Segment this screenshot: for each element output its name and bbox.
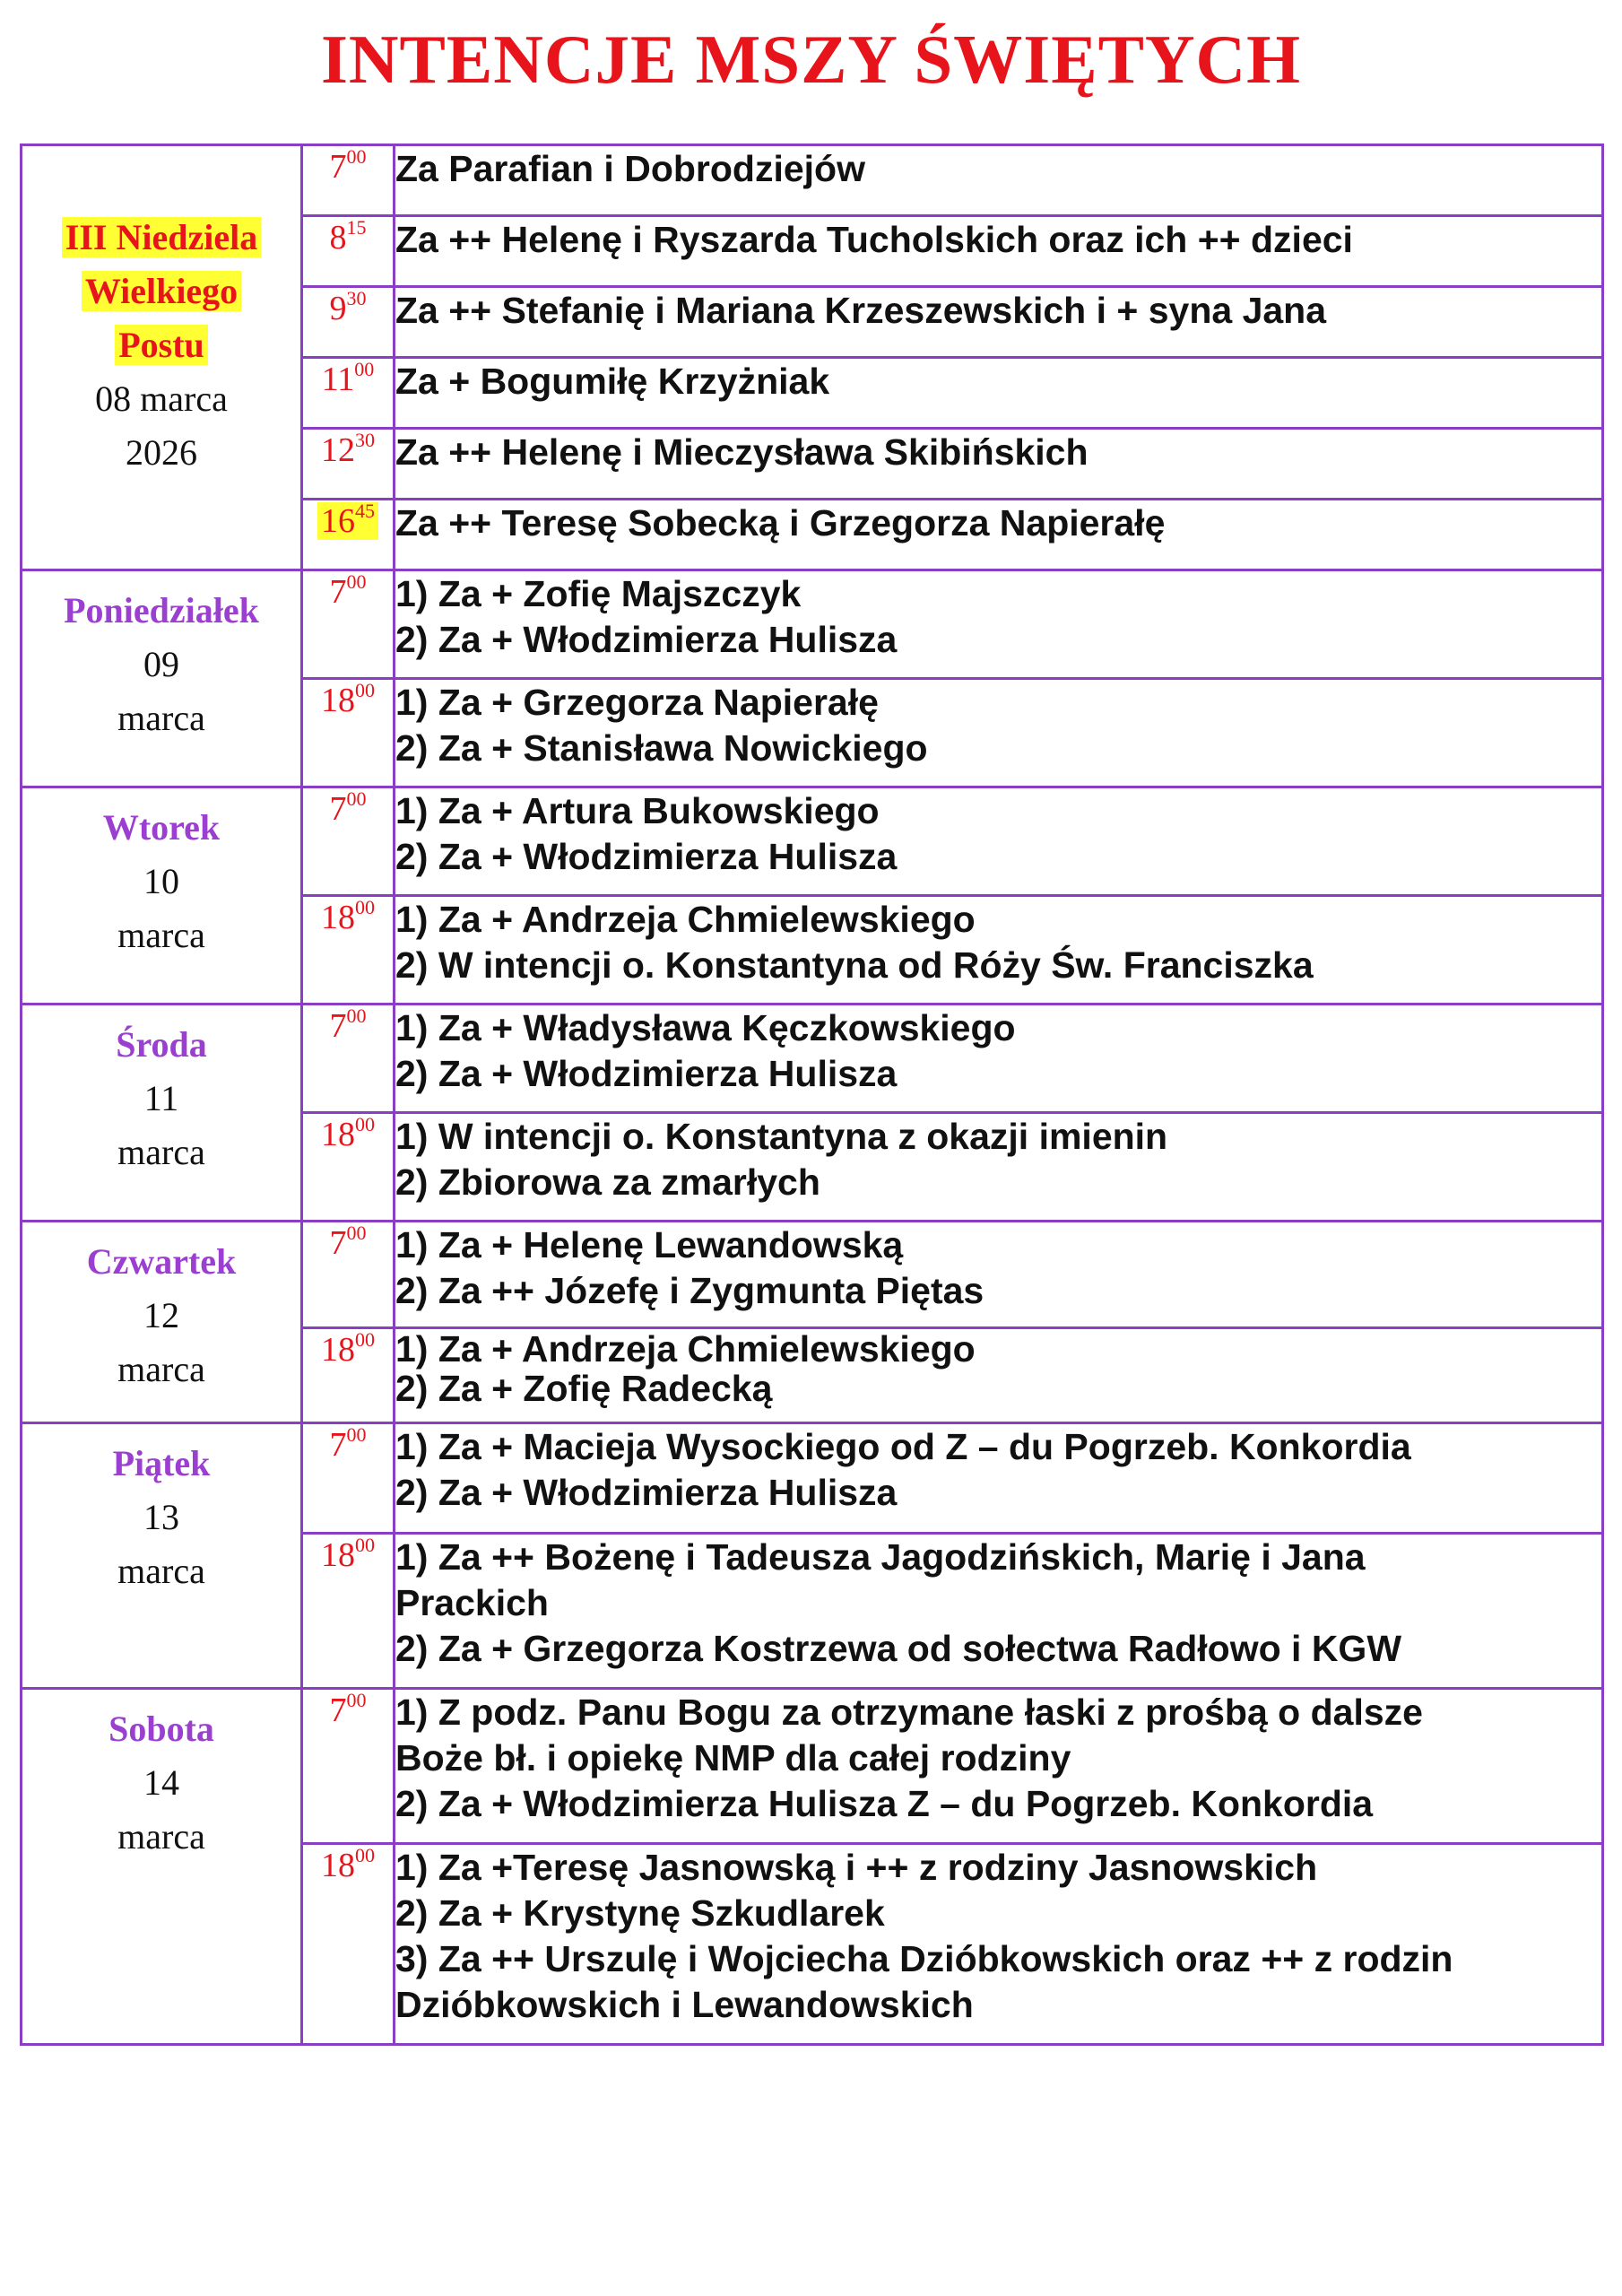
mass-time: $7^{00}$: [302, 1004, 395, 1113]
mass-intention: 1) Za + Artura Bukowskiego 2) Za + Włodzimierza Hulisza: [395, 787, 1603, 896]
day-name: Postu: [115, 325, 208, 365]
mass-intention: Za ++ Helenę i Mieczysława Skibińskich: [395, 429, 1603, 500]
mass-intention: 1) Za + Zofię Majszczyk 2) Za + Włodzimierza Hulisza: [395, 570, 1603, 679]
mass-intention: 1) Za +Teresę Jasnowską i ++ z rodziny Jasnowskich 2) Za + Krystynę Szkudlarek 3) Za ++ Urszulę i Wojciecha Dzióbkowskich oraz ++ z rodzin Dzióbkowskich i Lewandowskich: [395, 1844, 1603, 2045]
day-date: 10: [143, 861, 179, 901]
mass-time: $18^{00}$: [302, 1844, 395, 2045]
day-cell-sunday: [22, 145, 302, 570]
day-month: marca: [117, 1349, 205, 1389]
day-cell-monday: [22, 570, 302, 787]
mass-time-highlighted: $16^{45}$: [302, 500, 395, 570]
mass-schedule-table: [20, 144, 1604, 2046]
mass-time: $18^{00}$: [302, 1534, 395, 1689]
day-month: marca: [117, 1816, 205, 1857]
mass-intention: 1) Za + Helenę Lewandowską 2) Za ++ Józefę i Zygmunta Piętas: [395, 1222, 1603, 1328]
mass-time: $18^{00}$: [302, 896, 395, 1004]
mass-intention: 1) Za + Grzegorza Napierałę 2) Za + Stanisława Nowickiego: [395, 679, 1603, 787]
mass-time: $11^{00}$: [302, 358, 395, 429]
mass-row: [22, 1423, 1603, 1534]
mass-time: $7^{00}$: [302, 1222, 395, 1328]
day-year: 2026: [126, 432, 197, 473]
mass-time: $8^{15}$: [302, 216, 395, 287]
day-date: 12: [143, 1295, 179, 1335]
mass-time: $18^{00}$: [302, 1328, 395, 1423]
day-name: Środa: [116, 1024, 207, 1065]
mass-time: $7^{00}$: [302, 787, 395, 896]
day-month: marca: [117, 698, 205, 738]
day-month: marca: [117, 915, 205, 955]
mass-time: $18^{00}$: [302, 1113, 395, 1222]
mass-intention: 1) Z podz. Panu Bogu za otrzymane łaski z prośbą o dalsze Boże bł. i opiekę NMP dla całej rodziny 2) Za + Włodzimierza Hulisza Z – du Pogrzeb. Konkordia: [395, 1689, 1603, 1844]
day-date: 14: [143, 1762, 179, 1803]
mass-time: $12^{30}$: [302, 429, 395, 500]
mass-time: $7^{00}$: [302, 1423, 395, 1534]
mass-time: $7^{00}$: [302, 570, 395, 679]
page-title: INTENCJE MSZY ŚWIĘTYCH: [320, 21, 1302, 98]
mass-intention: 1) Za ++ Bożenę i Tadeusza Jagodzińskich, Marię i Jana Prackich 2) Za + Grzegorza Kostrzewa od sołectwa Radłowo i KGW: [395, 1534, 1603, 1689]
mass-row: [22, 570, 1603, 679]
mass-row: [22, 1689, 1603, 1844]
day-name: Czwartek: [86, 1241, 237, 1282]
mass-intention: 1) Za + Władysława Kęczkowskiego 2) Za + Włodzimierza Hulisza: [395, 1004, 1603, 1113]
day-cell-friday: [22, 1423, 302, 1689]
day-cell-wednesday: [22, 1004, 302, 1222]
day-date: 08 marca: [95, 378, 228, 419]
day-name: Piątek: [112, 1443, 211, 1483]
mass-row: [22, 787, 1603, 896]
mass-intention: Za ++ Helenę i Ryszarda Tucholskich oraz ich ++ dzieci: [395, 216, 1603, 287]
day-month: marca: [117, 1132, 205, 1172]
mass-row: [22, 1004, 1603, 1113]
day-month: marca: [117, 1551, 205, 1591]
day-date: 13: [143, 1497, 179, 1537]
mass-intention: Za Parafian i Dobrodziejów: [395, 145, 1603, 216]
day-cell-tuesday: [22, 787, 302, 1004]
mass-time: $18^{00}$: [302, 679, 395, 787]
day-name: Sobota: [108, 1709, 214, 1749]
mass-row: [22, 145, 1603, 216]
mass-intention: Za ++ Teresę Sobecką i Grzegorza Napierałę: [395, 500, 1603, 570]
mass-intention: 1) Za + Andrzeja Chmielewskiego 2) W intencji o. Konstantyna od Róży Św. Franciszka: [395, 896, 1603, 1004]
mass-time: $7^{00}$: [302, 145, 395, 216]
day-name: Wtorek: [102, 807, 221, 848]
day-cell-thursday: [22, 1222, 302, 1423]
mass-time: $7^{00}$: [302, 1689, 395, 1844]
day-name: Poniedziałek: [64, 590, 259, 631]
mass-intention: 1) W intencji o. Konstantyna z okazji imienin 2) Zbiorowa za zmarłych: [395, 1113, 1603, 1222]
mass-row: [22, 1222, 1603, 1328]
day-name: III Niedziela: [62, 217, 261, 257]
mass-intention: 1) Za + Andrzeja Chmielewskiego 2) Za + Zofię Radecką: [395, 1328, 1603, 1423]
day-date: 09: [143, 644, 179, 684]
mass-intention: Za ++ Stefanię i Mariana Krzeszewskich i + syna Jana: [395, 287, 1603, 358]
day-cell-saturday: [22, 1689, 302, 2045]
day-date: 11: [143, 1078, 179, 1118]
mass-intention: Za + Bogumiłę Krzyżniak: [395, 358, 1603, 429]
mass-intention: 1) Za + Macieja Wysockiego od Z – du Pogrzeb. Konkordia 2) Za + Włodzimierza Hulisza: [395, 1423, 1603, 1534]
day-name: Wielkiego: [82, 271, 241, 311]
mass-time: $9^{30}$: [302, 287, 395, 358]
